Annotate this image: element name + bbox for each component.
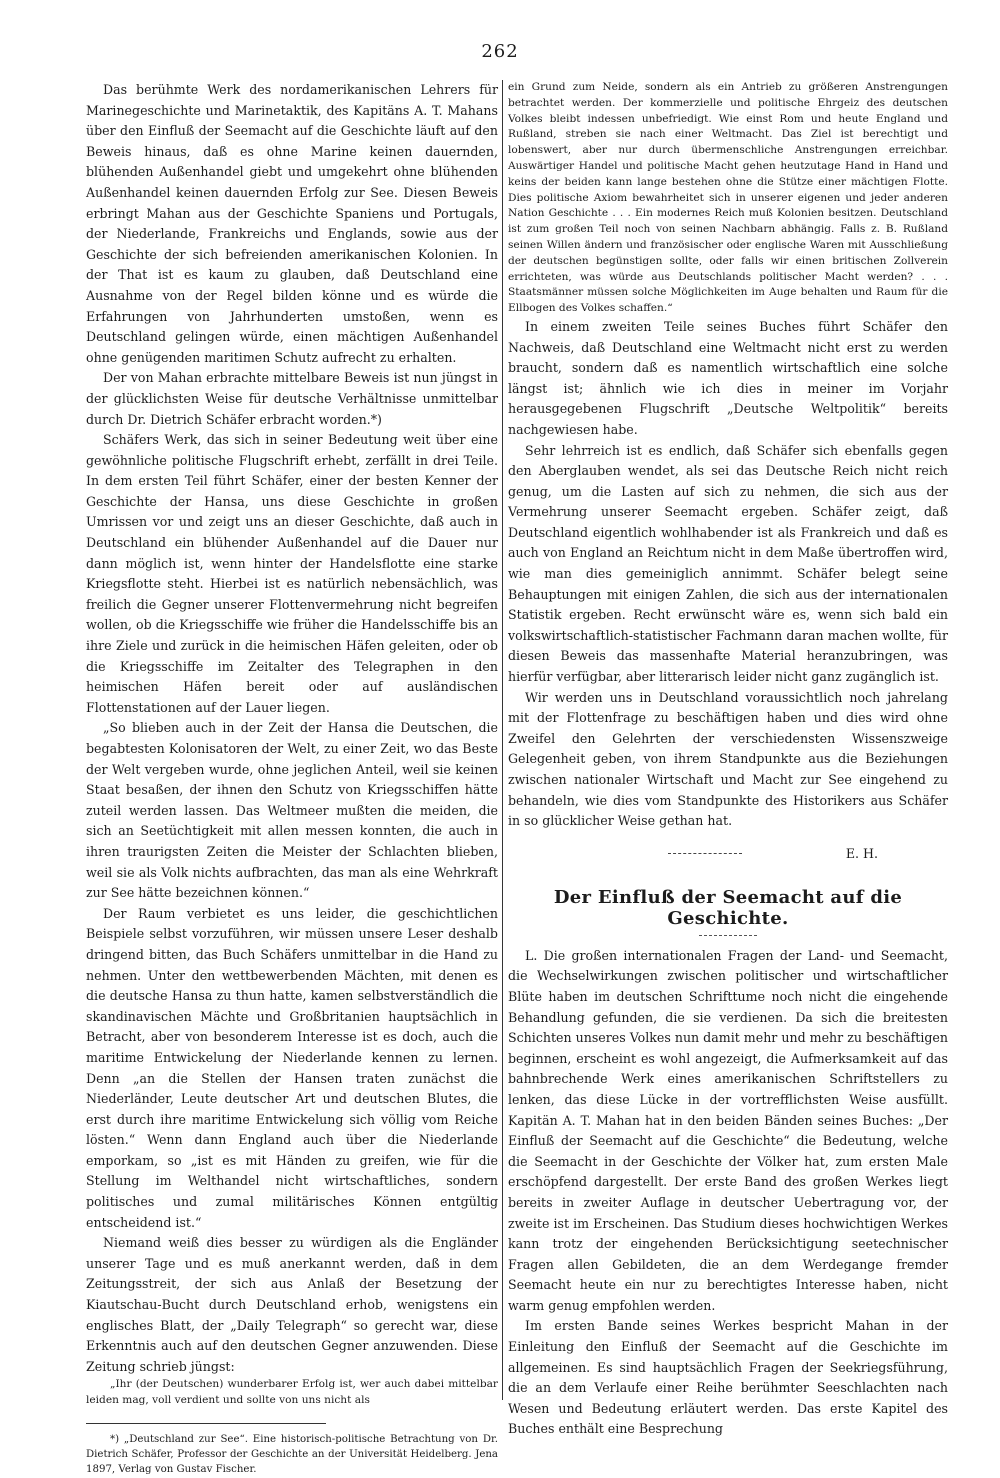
author-signature: E. H. <box>845 845 878 861</box>
paragraph: Niemand weiß dies besser zu würdigen als die Engländer unserer Tage und es muß anerkannt werden, daß in dem Zeitungsstreit, der sich aus Anlaß der Besetzung der Kiautschau-Bucht durch Deutschland erhob, wenigstens ein englisches Blatt, der „Daily Telegraph“ so gerecht war, diese Erkenntnis auch auf den deutschen Gegner anzuwenden. Diese Zeitung schrieb jüngst: <box>86 1235 498 1374</box>
column-divider <box>502 80 503 1400</box>
paragraph: Im ersten Bande seines Werkes bespricht Mahan in der Einleitung den Einfluß der Seemacht auf die Geschichte im allgemeinen. Es sind hauptsächlich Fragen der Seekriegsführung, die an dem Verlaufe einer Reihe berühmter Seeschlachten nach Wesen und Bedeutung erläutert werden. Das erste Kapitel des Buches enthält eine Besprechung <box>508 1318 948 1437</box>
page-number: 262 <box>481 41 519 62</box>
paragraph: Der von Mahan erbrachte mittelbare Beweis ist nun jüngst in der glücklichsten Weise für deutsche Verhältnisse unmittelbar durch Dr. Dietrich Schäfer erbracht worden.*) <box>86 370 498 427</box>
right-column <box>508 80 948 1440</box>
paragraph: In einem zweiten Teile seines Buches führt Schäfer den Nachweis, daß Deutschland eine Weltmacht nicht erst zu werden braucht, sondern daß es namentlich wirtschaftlich eine solche längst ist; ähnlich wie ich dies in meiner im Vorjahr herausgegebenen Flugschrift „Deutsche Weltpolitik“ bereits nachgewiesen habe. <box>508 318 948 437</box>
separator-rule <box>668 853 742 854</box>
paragraph: Das berühmte Werk des nordamerikanischen Lehrers für Marinegeschichte und Marinetaktik, des Kapitäns A. T. Mahans über den Einfluß der Seemacht auf die Geschichte läuft auf den Beweis hinaus, daß es ohne Marine keinen dauernden, blühenden Außenhandel giebt und umgekehrt ohne blühenden Außenhandel keinen dauernden Erfolg zur See. Diesen Beweis erbringt Mahan aus der Geschichte Spaniens und Portugals, der Niederlande, Frankreichs und Englands, sowie aus der Geschichte der sich befreienden amerikanischen Kolonien. In der That ist es kaum zu glauben, daß Deutschland eine Ausnahme von der Regel bilden könne und es würde die Erfahrungen von Jahrhunderten umstoßen, wenn es Deutschland gelingen würde, einen mächtigen Außenhandel ohne genügenden maritimen Schutz aufrecht zu erhalten. <box>86 82 498 365</box>
quote-paragraph: „So blieben auch in der Zeit der Hansa die Deutschen, die begabtesten Kolonisatoren der Welt, zu einer Zeit, wo das Beste der Welt vergeben wurde, ohne jeglichen Anteil, weil sie keinen Staat besaßen, der ihnen den Schutz von Kriegsschiffen hätte zuteil werden lassen. Das Weltmeer mußten die meiden, die sich an Seetüchtigkeit mit allen messen konnten, die auch in ihren traurigsten Zeiten die Meister der Schlachten blieben, weil sie als Volk nichts aufbrachten, das man als eine Wehrkraft zur See hätte bezeichnen können.“ <box>86 720 498 901</box>
quote-continuation: ein Grund zum Neide, sondern als ein Antrieb zu größeren Anstrengungen betrachtet werden. Der kommerzielle und politische Ehrgeiz des deutschen Volkes bleibt indessen unbefriedigt. Wie einst Rom und heute England und Rußland, streben sie nach einer Weltmacht. Das Ziel ist berechtigt und lobenswert, aber nur durch übermenschliche Anstrengungen erreichbar. Auswärtiger Handel und politische Macht gehen heutzutage Hand in Hand und keins der beiden kann lange bestehen ohne die Stütze einer mächtigen Flotte. Dies politische Axiom bewahrheitet sich in unserer eigenen und jeder anderen Nation Geschichte . . . Ein modernes Reich muß Kolonien besitzen. Deutschland ist zum großen Teil noch von seinen Nachbarn abhängig. Falls z. B. Rußland seinen Willen ändern und französischer oder englische Waren mit Ausschließung der deutschen begünstigen sollte, oder falls wir einen britischen Zollverein errichteten, was würde aus Deutschlands politischer Macht werden? . . . Staatsmänner müssen solche Möglichkeiten im Auge behalten und Raum für die Ellbogen des Volkes schaffen.“ <box>508 81 948 315</box>
left-column <box>86 80 498 1478</box>
signature-row <box>508 846 948 861</box>
paragraph: Schäfers Werk, das sich in seiner Bedeutung weit über eine gewöhnliche politische Flugschrift erhebt, zerfällt in drei Teile. In dem ersten Teil führt Schäfer, einer der besten Kenner der Geschichte der Hansa, uns diese Geschichte in großen Umrissen vor und zeigt uns an dieser Geschichte, daß auch in Deutschland ein blühender Außenhandel auf die Dauer nur dann möglich ist, wenn hinter der Handelsflotte eine starke Kriegsflotte steht. Hierbei ist es natürlich nebensächlich, was freilich die Gegner unserer Flottenvermehrung nicht begreifen wollen, ob die Kriegsschiffe wie früher die Handelsschiffe bis an ihre Ziele und zurück in die heimischen Häfen geleiten, oder ob die Kriegsschiffe im Zeitalter des Telegraphen in den heimischen Häfen bereit oder auf ausländischen Flottenstationen auf der Lauer liegen. <box>86 432 498 715</box>
paragraph: Wir werden uns in Deutschland voraussichtlich noch jahrelang mit der Flottenfrage zu beschäftigen haben und dies wird ohne Zweifel den Gelehrten der verschiedensten Wissenszweige Gelegenheit geben, von ihrem Standpunkte aus die Beziehungen zwischen nationaler Wirtschaft und Macht zur See eingehend zu behandeln, wie dies vom Standpunkte des Historikers aus Schäfer in so glücklicher Weise gethan hat. <box>508 689 948 829</box>
paragraph: Sehr lehrreich ist es endlich, daß Schäfer sich ebenfalls gegen den Aberglauben wendet, als sei das Deutsche Reich nicht reich genug, um die Lasten auf sich zu nehmen, die sich aus der Vermehrung unserer Seemacht ergeben. Schäfer zeigt, daß Deutschland eigentlich wohlhabender ist als Frankreich und daß es auch von England an Reichtum nicht in dem Maße übertroffen wird, wie man dies gemeiniglich annimmt. Schäfer belegt seine Behauptungen mit einigen Zahlen, die sich aus der internationalen Statistik ergeben. Recht erwünscht wäre es, wenn sich bald ein volkswirtschaftlich-statistischer Fachmann daran machen wollte, für diesen Beweis das massenhafte Material heranzubringen, was hierfür verfügbar, aber litterarisch leider nicht ganz zugänglich ist. <box>508 442 948 685</box>
quote-start: „Ihr (der Deutschen) wunderbarer Erfolg ist, wer auch dabei mittelbar leiden mag, voll verdient und sollte von uns nicht als <box>86 1378 498 1407</box>
title-rule <box>699 935 757 936</box>
section-title: Der Einfluß der Seemacht auf die Geschichte. <box>553 886 903 929</box>
footnote-divider <box>86 1423 326 1424</box>
paragraph: L. Die großen internationalen Fragen der Land- und Seemacht, die Wechselwirkungen zwischen politischer und wirtschaftlicher Blüte haben im deutschen Schrifttume noch nicht die eingehende Behandlung gefunden, die sie verdienen. Da sich die breitesten Schichten unseres Volkes nun damit mehr und mehr zu beschäftigen beginnen, erscheint es wohl angezeigt, die Aufmerksamkeit auf das bahnbrechende Werk eines amerikanischen Schriftstellers zu lenken, das diese Lücke in der vortrefflichsten Weise ausfüllt. Kapitän A. T. Mahan hat in den beiden Bänden seines Buches: „Der Einfluß der Seemacht auf die Geschichte“ die Bedeutung, welche die Seemacht in der Geschichte der Völker hat, zum ersten Male erschöpfend dargestellt. Der erste Band des großen Werkes liegt bereits in zweiter Auflage in deutscher Uebertragung vor, der zweite ist im Erscheinen. Das Studium dieses hochwichtigen Werkes kann trotz der eingehenden Berücksichtigung seetechnischer Fragen allen Gebildeten, die an dem Werdegange fremder Seemacht heute ein nur zu berechtigtes Interesse haben, nicht warm genug empfohlen werden. <box>508 947 948 1313</box>
paragraph: Der Raum verbietet es uns leider, die geschichtlichen Beispiele selbst vorzuführen, wir müssen unsere Leser deshalb dringend bitten, das Buch Schäfers unmittelbar in die Hand zu nehmen. Unter den wettbewerbenden Mächten, mit denen es die deutsche Hansa zu thun hatte, kamen selbstverständlich die skandinavischen Mächte und Großbritanien hauptsächlich in Betracht, aber von besonderem Interesse ist es doch, auch die maritime Entwickelung der Niederlande kennen zu lernen. Denn „an die Stellen der Hansen traten zunächst die Niederländer, Leute deutscher Art und deutschen Blutes, die erst durch ihre maritime Entwickelung sich völlig vom Reiche lösten.“ Wenn dann England auch über die Niederlande emporkam, so „ist es mit Händen zu greifen, wie für die Stellung im Welthandel nicht wirtschaftliches, sondern politisches und zumal militärisches Können entgültig entscheidend ist.“ <box>86 905 498 1230</box>
footnote: *) „Deutschland zur See“. Eine historisch-politische Betrachtung von Dr. Dietrich Schäfer, Professor der Geschichte an der Universität Heidelberg. Jena 1897, Verlag von Gustav Fischer. <box>86 1434 498 1476</box>
